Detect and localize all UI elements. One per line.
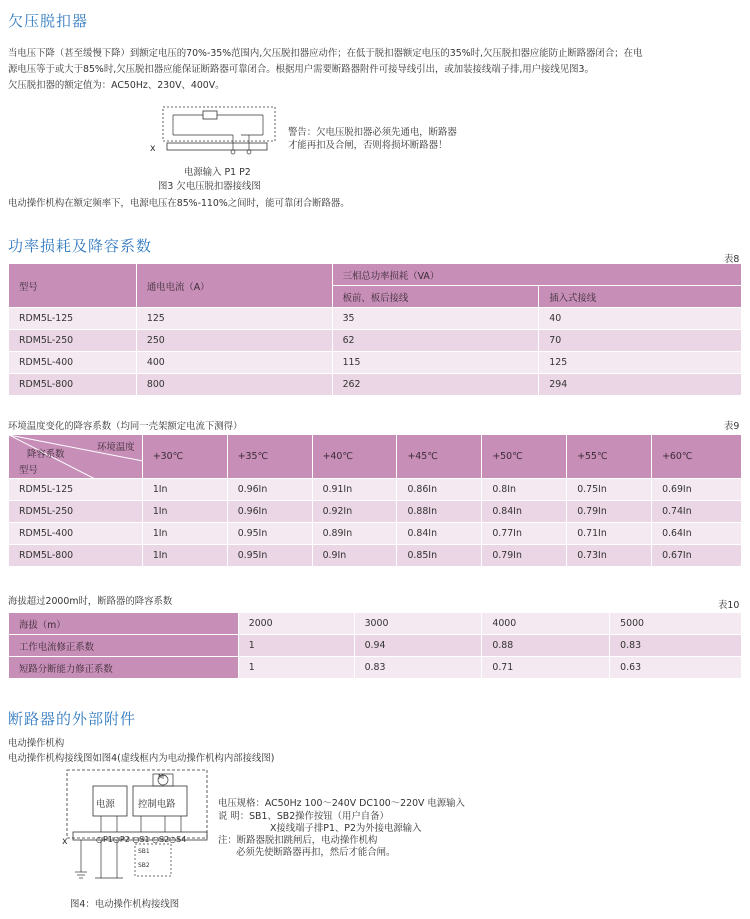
table-label: 表9 <box>724 421 740 432</box>
section-title-undervoltage: 欠压脱扣器 <box>8 12 89 30</box>
table-cell: 0.79In <box>567 501 652 523</box>
sb2-label: SB2 <box>138 862 150 869</box>
motor-operator-wiring-diagram <box>55 768 210 888</box>
table-cell: 0.89In <box>312 523 397 545</box>
table-row <box>9 479 742 501</box>
table-cell: 0.95In <box>227 523 312 545</box>
table-cell: RDM5L-125 <box>9 308 137 330</box>
table-cell: RDM5L-400 <box>9 352 137 374</box>
table-cell: 0.96In <box>227 479 312 501</box>
corner-label-mid: 降容系数 <box>27 449 65 460</box>
table-cell: RDM5L-250 <box>9 501 143 523</box>
table-cell: 0.95In <box>227 545 312 567</box>
temperature-derating-table <box>8 434 742 567</box>
corner-label-bottom: 型号 <box>19 465 38 476</box>
table-row <box>9 501 742 523</box>
table-cell: 40 <box>539 308 742 330</box>
table-cell: 0.92In <box>312 501 397 523</box>
paragraph-line: 欠压脱扣器的额定值为：AC50Hz、230V、400V。 <box>8 80 225 91</box>
table-row <box>9 635 742 657</box>
table-row <box>9 657 742 679</box>
table-cell: 1In <box>142 501 227 523</box>
table-label: 表10 <box>718 600 740 611</box>
header-cell: 插入式接线 <box>539 286 742 308</box>
header-cell: 三相总功率损耗（VA） <box>332 264 741 286</box>
undervoltage-wiring-diagram <box>145 105 285 167</box>
header-cell: +45℃ <box>397 435 482 479</box>
subheading: 电动操作机构接线图如图4(虚线框内为电动操作机构内部接线图) <box>8 753 275 764</box>
sb1-label: SB1 <box>138 848 150 855</box>
table-cell: 250 <box>136 330 332 352</box>
table-cell: RDM5L-800 <box>9 545 143 567</box>
header-cell: +55℃ <box>567 435 652 479</box>
section-title-accessories: 断路器的外部附件 <box>8 710 137 728</box>
table-cell: RDM5L-800 <box>9 374 137 396</box>
table-cell: 35 <box>332 308 539 330</box>
table-cell: 0.85In <box>397 545 482 567</box>
table-cell: 125 <box>136 308 332 330</box>
paragraph-line: 当电压下降（甚至缓慢下降）到额定电压的70%-35%范围内,欠压脱扣器应动作；在低于脱扣器额定电压的35%时,欠压脱扣器应能防止断路器闭合；在电 <box>8 48 643 59</box>
table-row <box>9 352 742 374</box>
table-cell: 0.74In <box>652 501 742 523</box>
spec-line: 必须先使断路器再扣，然后才能合闸。 <box>236 847 396 858</box>
terminal-labels: ○P1○P2 ○S1 ○S2○S4 <box>96 835 187 844</box>
table-cell: 400 <box>136 352 332 374</box>
table-cell: 70 <box>539 330 742 352</box>
table-cell: 62 <box>332 330 539 352</box>
warning-text: 警告：欠电压脱扣器必须先通电，断路器 <box>288 127 457 138</box>
table-cell: 0.94 <box>354 635 482 657</box>
table-cell: 4000 <box>482 613 610 635</box>
table-cell: 0.88 <box>482 635 610 657</box>
control-box-label: 控制电路 <box>138 799 176 810</box>
table-cell: 0.9In <box>312 545 397 567</box>
table-row <box>9 308 742 330</box>
table-cell: 3000 <box>354 613 482 635</box>
header-cell: +30℃ <box>142 435 227 479</box>
table-cell: 115 <box>332 352 539 374</box>
table-cell: 262 <box>332 374 539 396</box>
warning-text: 才能再扣及合闸，否则将损坏断路器！ <box>288 140 448 151</box>
table-cell: 0.67In <box>652 545 742 567</box>
header-cell: +60℃ <box>652 435 742 479</box>
table-cell: 5000 <box>610 613 742 635</box>
table-cell: 0.88In <box>397 501 482 523</box>
row-header-cell: 工作电流修正系数 <box>9 635 239 657</box>
power-box-label: 电源 <box>96 799 115 810</box>
table-cell: 0.84In <box>397 523 482 545</box>
table-cell: 1 <box>238 635 354 657</box>
corner-header-cell <box>9 435 143 479</box>
header-cell: +50℃ <box>482 435 567 479</box>
table-cell: 0.63 <box>610 657 742 679</box>
table-row <box>9 613 742 635</box>
header-cell: +35℃ <box>227 435 312 479</box>
table-cell: 0.71 <box>482 657 610 679</box>
table-cell: 0.79In <box>482 545 567 567</box>
spec-line: 说 明：SB1、SB2操作按钮（用户自备） <box>218 811 389 822</box>
table-cell: 0.96In <box>227 501 312 523</box>
table-cell: 0.86In <box>397 479 482 501</box>
table-cell: 0.8In <box>482 479 567 501</box>
diagram-x-label: x <box>150 143 156 154</box>
table-cell: RDM5L-250 <box>9 330 137 352</box>
table-row <box>9 523 742 545</box>
header-cell: 通电电流（A） <box>136 264 332 308</box>
power-loss-table <box>8 263 742 396</box>
table-cell: 0.91In <box>312 479 397 501</box>
table-row <box>9 330 742 352</box>
table-cell: 0.83 <box>354 657 482 679</box>
table-cell: 0.71In <box>567 523 652 545</box>
subheading: 电动操作机构 <box>8 738 65 749</box>
table-cell: RDM5L-400 <box>9 523 143 545</box>
table-row <box>9 545 742 567</box>
table-cell: 0.73In <box>567 545 652 567</box>
figure-caption: 图3 欠电压脱扣器接线图 <box>158 181 261 192</box>
table-cell: RDM5L-125 <box>9 479 143 501</box>
section-title-power-loss: 功率损耗及降容系数 <box>8 237 153 255</box>
table-cell: 1In <box>142 545 227 567</box>
diagram-x-label: x <box>62 836 68 847</box>
table-cell: 0.75In <box>567 479 652 501</box>
diagram-input-label: 电源输入 P1 P2 <box>184 167 251 178</box>
row-header-cell: 短路分断能力修正系数 <box>9 657 239 679</box>
figure-caption: 图4：电动操作机构接线图 <box>70 899 180 910</box>
table-caption: 环境温度变化的降容系数（均同一壳架额定电流下测得） <box>8 421 243 432</box>
table-cell: 0.83 <box>610 635 742 657</box>
table-cell: 294 <box>539 374 742 396</box>
table-cell: 800 <box>136 374 332 396</box>
altitude-derating-table <box>8 612 742 679</box>
header-cell: +40℃ <box>312 435 397 479</box>
table-caption: 海拔超过2000m时，断路器的降容系数 <box>8 596 173 607</box>
header-cell: 型号 <box>9 264 137 308</box>
spec-line: X接线端子排P1、P2为外接电源输入 <box>270 823 422 834</box>
motor-label: M <box>158 773 165 781</box>
table-cell: 1In <box>142 479 227 501</box>
table-cell: 0.77In <box>482 523 567 545</box>
table-cell: 2000 <box>238 613 354 635</box>
row-header-cell: 海拔（m） <box>9 613 239 635</box>
table-row <box>9 374 742 396</box>
corner-label-top: 环境温度 <box>97 442 135 453</box>
table-cell: 0.64In <box>652 523 742 545</box>
table-cell: 0.84In <box>482 501 567 523</box>
header-cell: 板前、板后接线 <box>332 286 539 308</box>
spec-line: 电压规格：AC50Hz 100～240V DC100～220V 电源输入 <box>218 798 465 809</box>
paragraph-line: 源电压等于或大于85%时,欠压脱扣器应能保证断路器可靠闭合。根据用户需要断路器附件可接导线引出，或加装接线端子排,用户接线见图3。 <box>8 64 594 75</box>
table-cell: 1In <box>142 523 227 545</box>
table-cell: 1 <box>238 657 354 679</box>
table-cell: 0.69In <box>652 479 742 501</box>
paragraph-line: 电动操作机构在额定频率下，电源电压在85%-110%之间时，能可靠闭合断路器。 <box>8 198 350 209</box>
spec-line: 注：断路器脱扣跳闸后，电动操作机构 <box>218 835 378 846</box>
table-label: 表8 <box>724 254 740 265</box>
table-cell: 125 <box>539 352 742 374</box>
